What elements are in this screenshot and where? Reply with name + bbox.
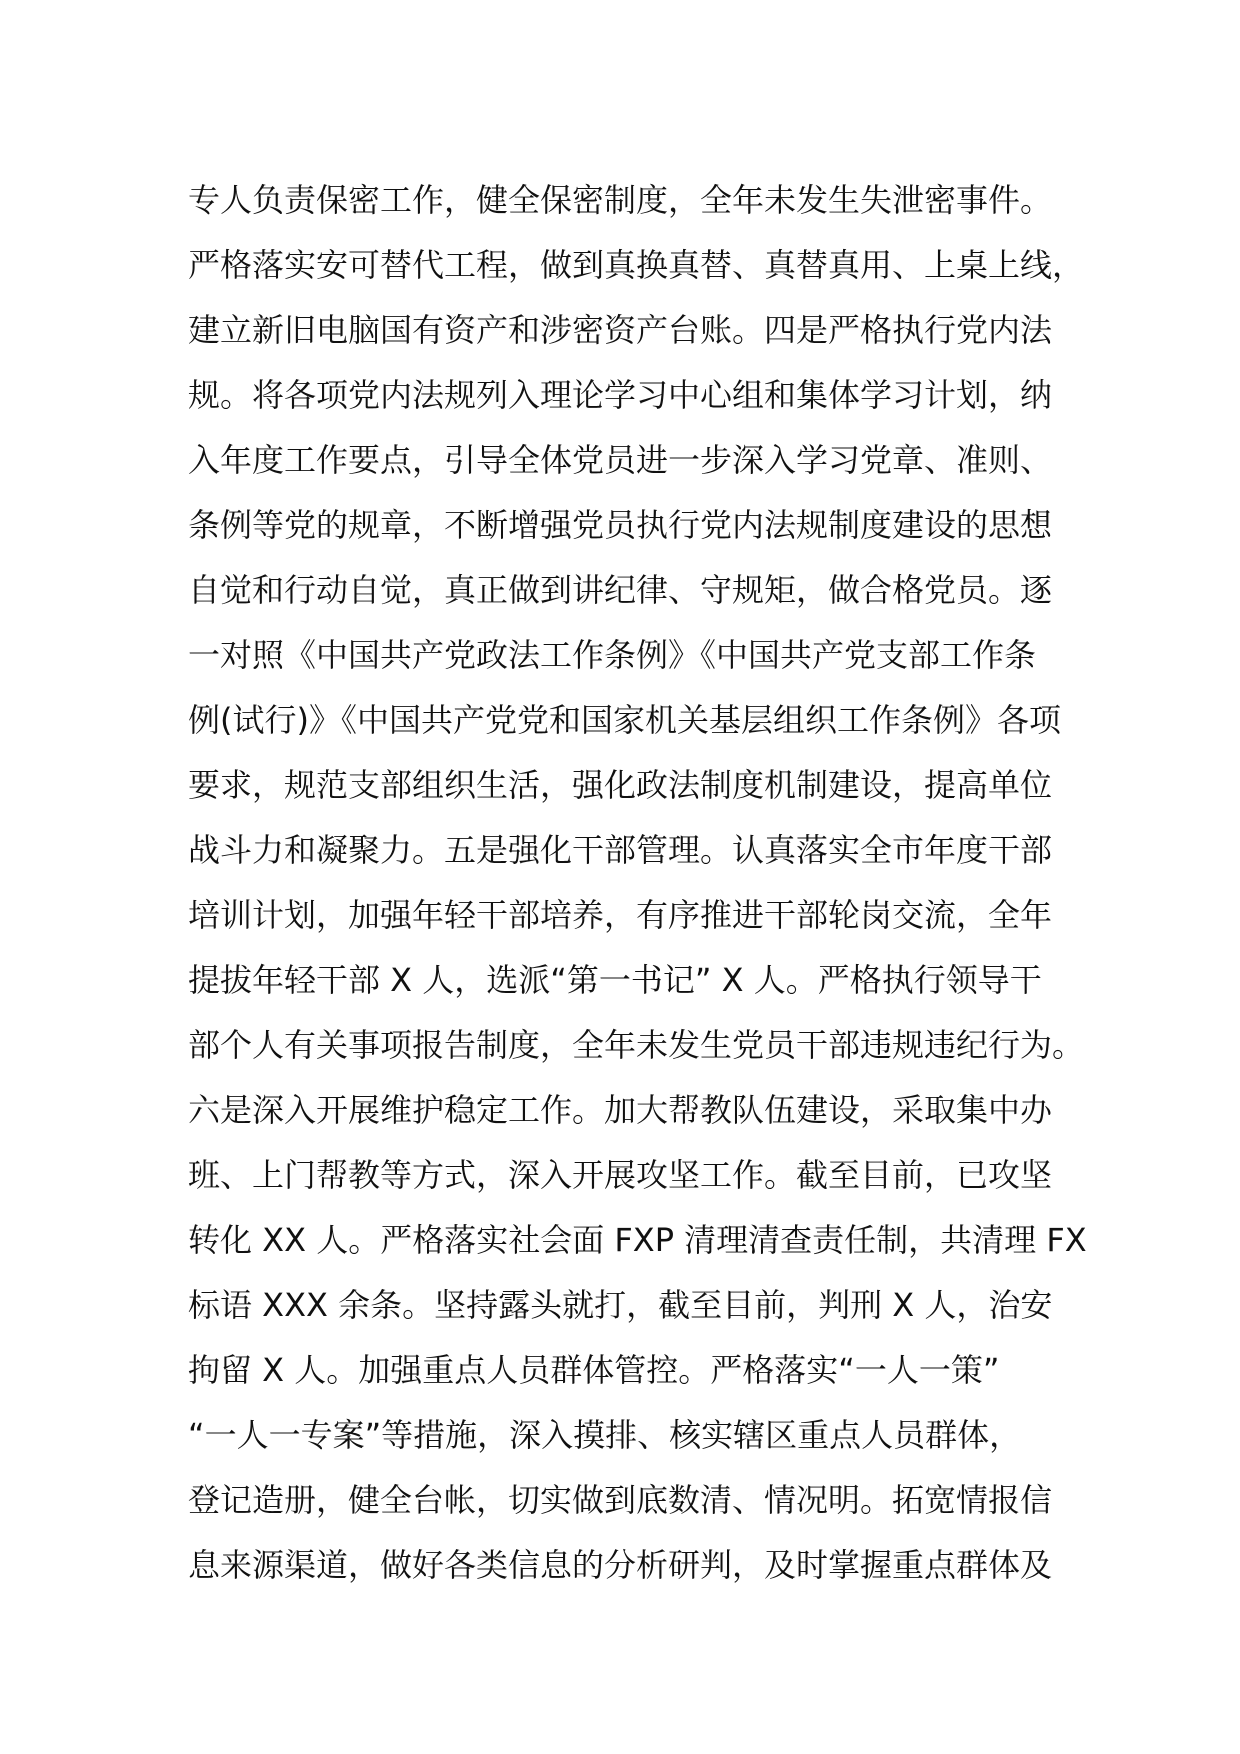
text-line: 条例等党的规章，不断增强党员执行党内法规制度建设的思想 <box>188 506 1053 544</box>
text-line: 一对照《中国共产党政法工作条例》《中国共产党支部工作条 <box>188 636 1037 674</box>
text-line: 培训计划，加强年轻干部培养，有序推进干部轮岗交流，全年 <box>188 896 1053 934</box>
text-line: 建立新旧电脑国有资产和涉密资产台账。四是严格执行党内法 <box>188 311 1053 349</box>
text-line: 提拔年轻干部 X 人，选派“第一书记” X 人。严格执行领导干 <box>188 961 1042 999</box>
text-line: 拘留 X 人。加强重点人员群体管控。严格落实“一人一策” <box>188 1351 1000 1389</box>
text-line: 专人负责保密工作，健全保密制度，全年未发生失泄密事件。 <box>188 181 1053 219</box>
text-line: 六是深入开展维护稳定工作。加大帮教队伍建设，采取集中办 <box>188 1091 1053 1129</box>
text-line: 标语 XXX 余条。坚持露头就打，截至目前，判刑 X 人，治安 <box>188 1286 1053 1324</box>
text-line: 部个人有关事项报告制度，全年未发生党员干部违规违纪行为。 <box>188 1026 1085 1064</box>
text-line: 严格落实安可替代工程，做到真换真替、真替真用、上桌上线， <box>188 246 1085 284</box>
text-line: 息来源渠道，做好各类信息的分析研判，及时掌握重点群体及 <box>188 1546 1053 1584</box>
text-line: 要求，规范支部组织生活，强化政法制度机制建设，提高单位 <box>188 766 1053 804</box>
text-line: 登记造册，健全台帐，切实做到底数清、情况明。拓宽情报信 <box>188 1481 1053 1519</box>
text-line: 战斗力和凝聚力。五是强化干部管理。认真落实全市年度干部 <box>188 831 1053 869</box>
text-line: 规。将各项党内法规列入理论学习中心组和集体学习计划，纳 <box>188 376 1053 414</box>
text-line: 入年度工作要点，引导全体党员进一步深入学习党章、准则、 <box>188 441 1053 479</box>
text-line: “一人一专案”等措施，深入摸排、核实辖区重点人员群体， <box>188 1416 1022 1454</box>
text-line: 自觉和行动自觉，真正做到讲纪律、守规矩，做合格党员。逐 <box>188 571 1053 609</box>
text-line: 转化 XX 人。严格落实社会面 FXP 清理清查责任制，共清理 FX <box>188 1221 1087 1259</box>
text-line: 班、上门帮教等方式，深入开展攻坚工作。截至目前，已攻坚 <box>188 1156 1053 1194</box>
body-text <box>188 168 1088 1598</box>
text-line: 例(试行)》《中国共产党党和国家机关基层组织工作条例》各项 <box>188 701 1061 739</box>
